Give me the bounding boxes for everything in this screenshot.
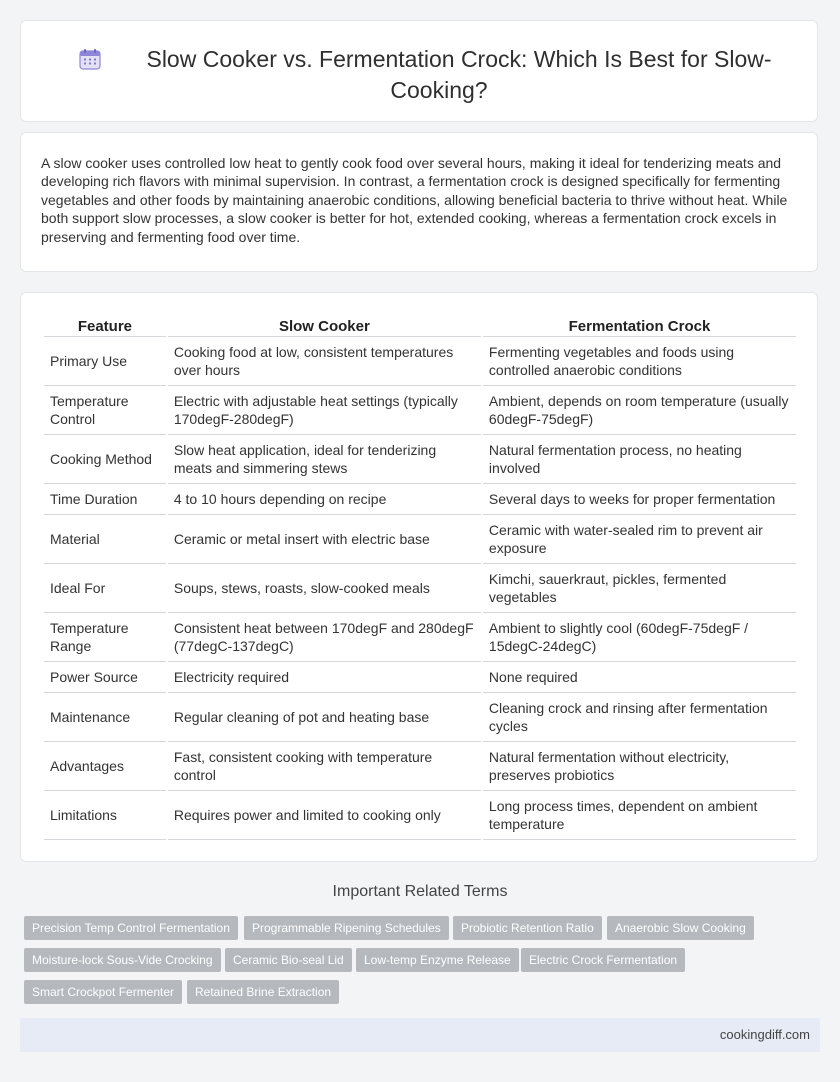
related-tag[interactable]: Probiotic Retention Ratio <box>453 916 602 940</box>
row-slow-cooker: Consistent heat between 170degF and 280degF (77degC-137degC) <box>168 613 481 662</box>
header-slow-cooker: Slow Cooker <box>168 316 481 337</box>
row-slow-cooker: Electricity required <box>168 662 481 693</box>
related-tag[interactable]: Precision Temp Control Fermentation <box>24 916 238 940</box>
table-row <box>44 791 796 840</box>
row-slow-cooker: Ceramic or metal insert with electric base <box>168 515 481 564</box>
related-tag[interactable]: Smart Crockpot Fermenter <box>24 980 182 1004</box>
related-tag[interactable]: Moisture-lock Sous-Vide Crocking <box>24 948 221 972</box>
page-title: Slow Cooker vs. Fermentation Crock: Which Is Best for Slow-Cooking? <box>146 46 772 103</box>
row-feature: Power Source <box>44 662 166 693</box>
table-row <box>44 742 796 791</box>
row-feature: Material <box>44 515 166 564</box>
footer-site[interactable]: cookingdiff.com <box>719 1027 810 1042</box>
row-feature: Ideal For <box>44 564 166 613</box>
table-row <box>44 662 796 693</box>
row-feature: Temperature Control <box>44 386 166 435</box>
table-row <box>44 386 796 435</box>
row-feature: Time Duration <box>44 484 166 515</box>
row-fermentation-crock: Ambient to slightly cool (60degF-75degF / 15degC-24degC) <box>483 613 796 662</box>
row-fermentation-crock: Natural fermentation process, no heating involved <box>483 435 796 484</box>
row-fermentation-crock: Ambient, depends on room temperature (usually 60degF-75degF) <box>483 386 796 435</box>
row-fermentation-crock: Natural fermentation without electricity, preserves probiotics <box>483 742 796 791</box>
row-slow-cooker: Requires power and limited to cooking only <box>168 791 481 840</box>
row-slow-cooker: Soups, stews, roasts, slow-cooked meals <box>168 564 481 613</box>
table-row <box>44 435 796 484</box>
footer <box>20 1018 820 1052</box>
row-fermentation-crock: Long process times, dependent on ambient temperature <box>483 791 796 840</box>
comparison-card <box>20 292 818 862</box>
table-row <box>44 613 796 662</box>
row-fermentation-crock: Cleaning crock and rinsing after fermentation cycles <box>483 693 796 742</box>
intro-paragraph: A slow cooker uses controlled low heat to gently cook food over several hours, making it ideal for tenderizing meats and developing rich flavors with minimal supervision. In contrast, a fermentation crock is designed specifically for fermenting vegetables and other foods by maintaining anaerobic conditions, allowing beneficial bacteria to thrive without heat. While both support slow processes, a slow cooker is better for hot, extended cooking, whereas a fermentation crock excels in preserving and fermenting food over time. <box>41 155 788 245</box>
table-row <box>44 564 796 613</box>
row-fermentation-crock: None required <box>483 662 796 693</box>
row-feature: Limitations <box>44 791 166 840</box>
header-fermentation-crock: Fermentation Crock <box>483 316 796 337</box>
related-tag[interactable]: Low-temp Enzyme Release <box>356 948 519 972</box>
row-slow-cooker: Electric with adjustable heat settings (typically 170degF-280degF) <box>168 386 481 435</box>
related-tag[interactable]: Retained Brine Extraction <box>187 980 339 1004</box>
row-feature: Maintenance <box>44 693 166 742</box>
row-fermentation-crock: Ceramic with water-sealed rim to prevent air exposure <box>483 515 796 564</box>
table-row <box>44 515 796 564</box>
table-row <box>44 693 796 742</box>
row-fermentation-crock: Kimchi, sauerkraut, pickles, fermented vegetables <box>483 564 796 613</box>
related-tag[interactable]: Anaerobic Slow Cooking <box>607 916 754 940</box>
row-slow-cooker: Cooking food at low, consistent temperatures over hours <box>168 337 481 386</box>
table-row <box>44 337 796 386</box>
related-tag[interactable]: Ceramic Bio-seal Lid <box>225 948 352 972</box>
row-feature: Temperature Range <box>44 613 166 662</box>
row-feature: Primary Use <box>44 337 166 386</box>
row-fermentation-crock: Fermenting vegetables and foods using controlled anaerobic conditions <box>483 337 796 386</box>
row-slow-cooker: Fast, consistent cooking with temperature control <box>168 742 481 791</box>
row-fermentation-crock: Several days to weeks for proper fermentation <box>483 484 796 515</box>
row-slow-cooker: 4 to 10 hours depending on recipe <box>168 484 481 515</box>
comparison-table <box>42 316 798 840</box>
table-row <box>44 484 796 515</box>
row-feature: Advantages <box>44 742 166 791</box>
title-card <box>20 20 818 122</box>
row-feature: Cooking Method <box>44 435 166 484</box>
related-tag[interactable]: Programmable Ripening Schedules <box>244 916 449 940</box>
row-slow-cooker: Regular cleaning of pot and heating base <box>168 693 481 742</box>
related-terms-heading: Important Related Terms <box>332 883 508 900</box>
table-header-row <box>44 316 796 337</box>
row-slow-cooker: Slow heat application, ideal for tenderizing meats and simmering stews <box>168 435 481 484</box>
header-feature: Feature <box>44 316 166 337</box>
related-tag[interactable]: Electric Crock Fermentation <box>521 948 685 972</box>
intro-card <box>20 132 818 272</box>
